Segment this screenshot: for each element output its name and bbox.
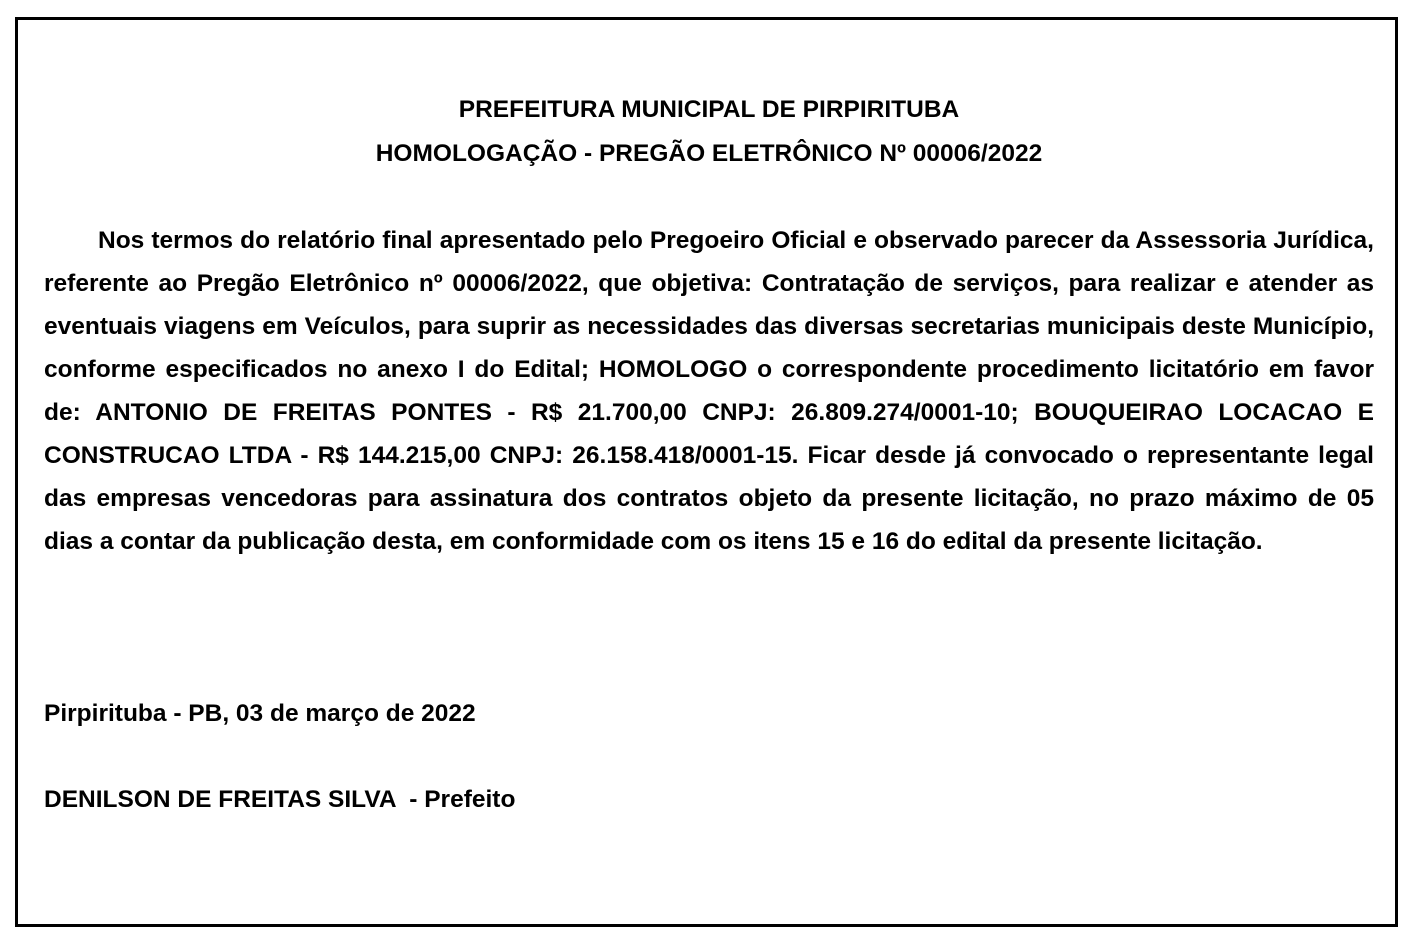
- signature-line: DENILSON DE FREITAS SILVA - Prefeito: [44, 786, 516, 813]
- municipality-title: PREFEITURA MUNICIPAL DE PIRPIRITUBA: [458, 96, 960, 123]
- notice-subject-title: HOMOLOGAÇÃO - PREGÃO ELETRÔNICO Nº 00006/2022: [375, 140, 1043, 167]
- place-date-line: Pirpirituba - PB, 03 de março de 2022: [44, 700, 476, 727]
- notice-body-paragraph: Nos termos do relatório final apresentado pelo Pregoeiro Oficial e observado parecer da Assessoria Jurídica, referente ao Pregão Eletrônico nº 00006/2022, que objetiva: Contratação de serviços, para realizar e atender as eventuais viagens em Veículos, para suprir as necessidades das diversas secretarias municipais deste Município, conforme especificados no anexo I do Edital; HOMOLOGO o correspondente procedimento licitatório em favor de: ANTONIO DE FREITAS PONTES - R$ 21.700,00 CNPJ: 26.809.274/0001-10; BOUQUEIRAO LOCACAO E CONSTRUCAO LTDA - R$ 144.215,00 CNPJ: 26.158.418/0001-15. Ficar desde já convocado o representante legal das empresas vencedoras para assinatura dos contratos objeto da presente licitação, no prazo máximo de 05 dias a contar da publicação desta, em conformidade com os itens 15 e 16 do edital da presente licitação.: [44, 227, 1374, 555]
